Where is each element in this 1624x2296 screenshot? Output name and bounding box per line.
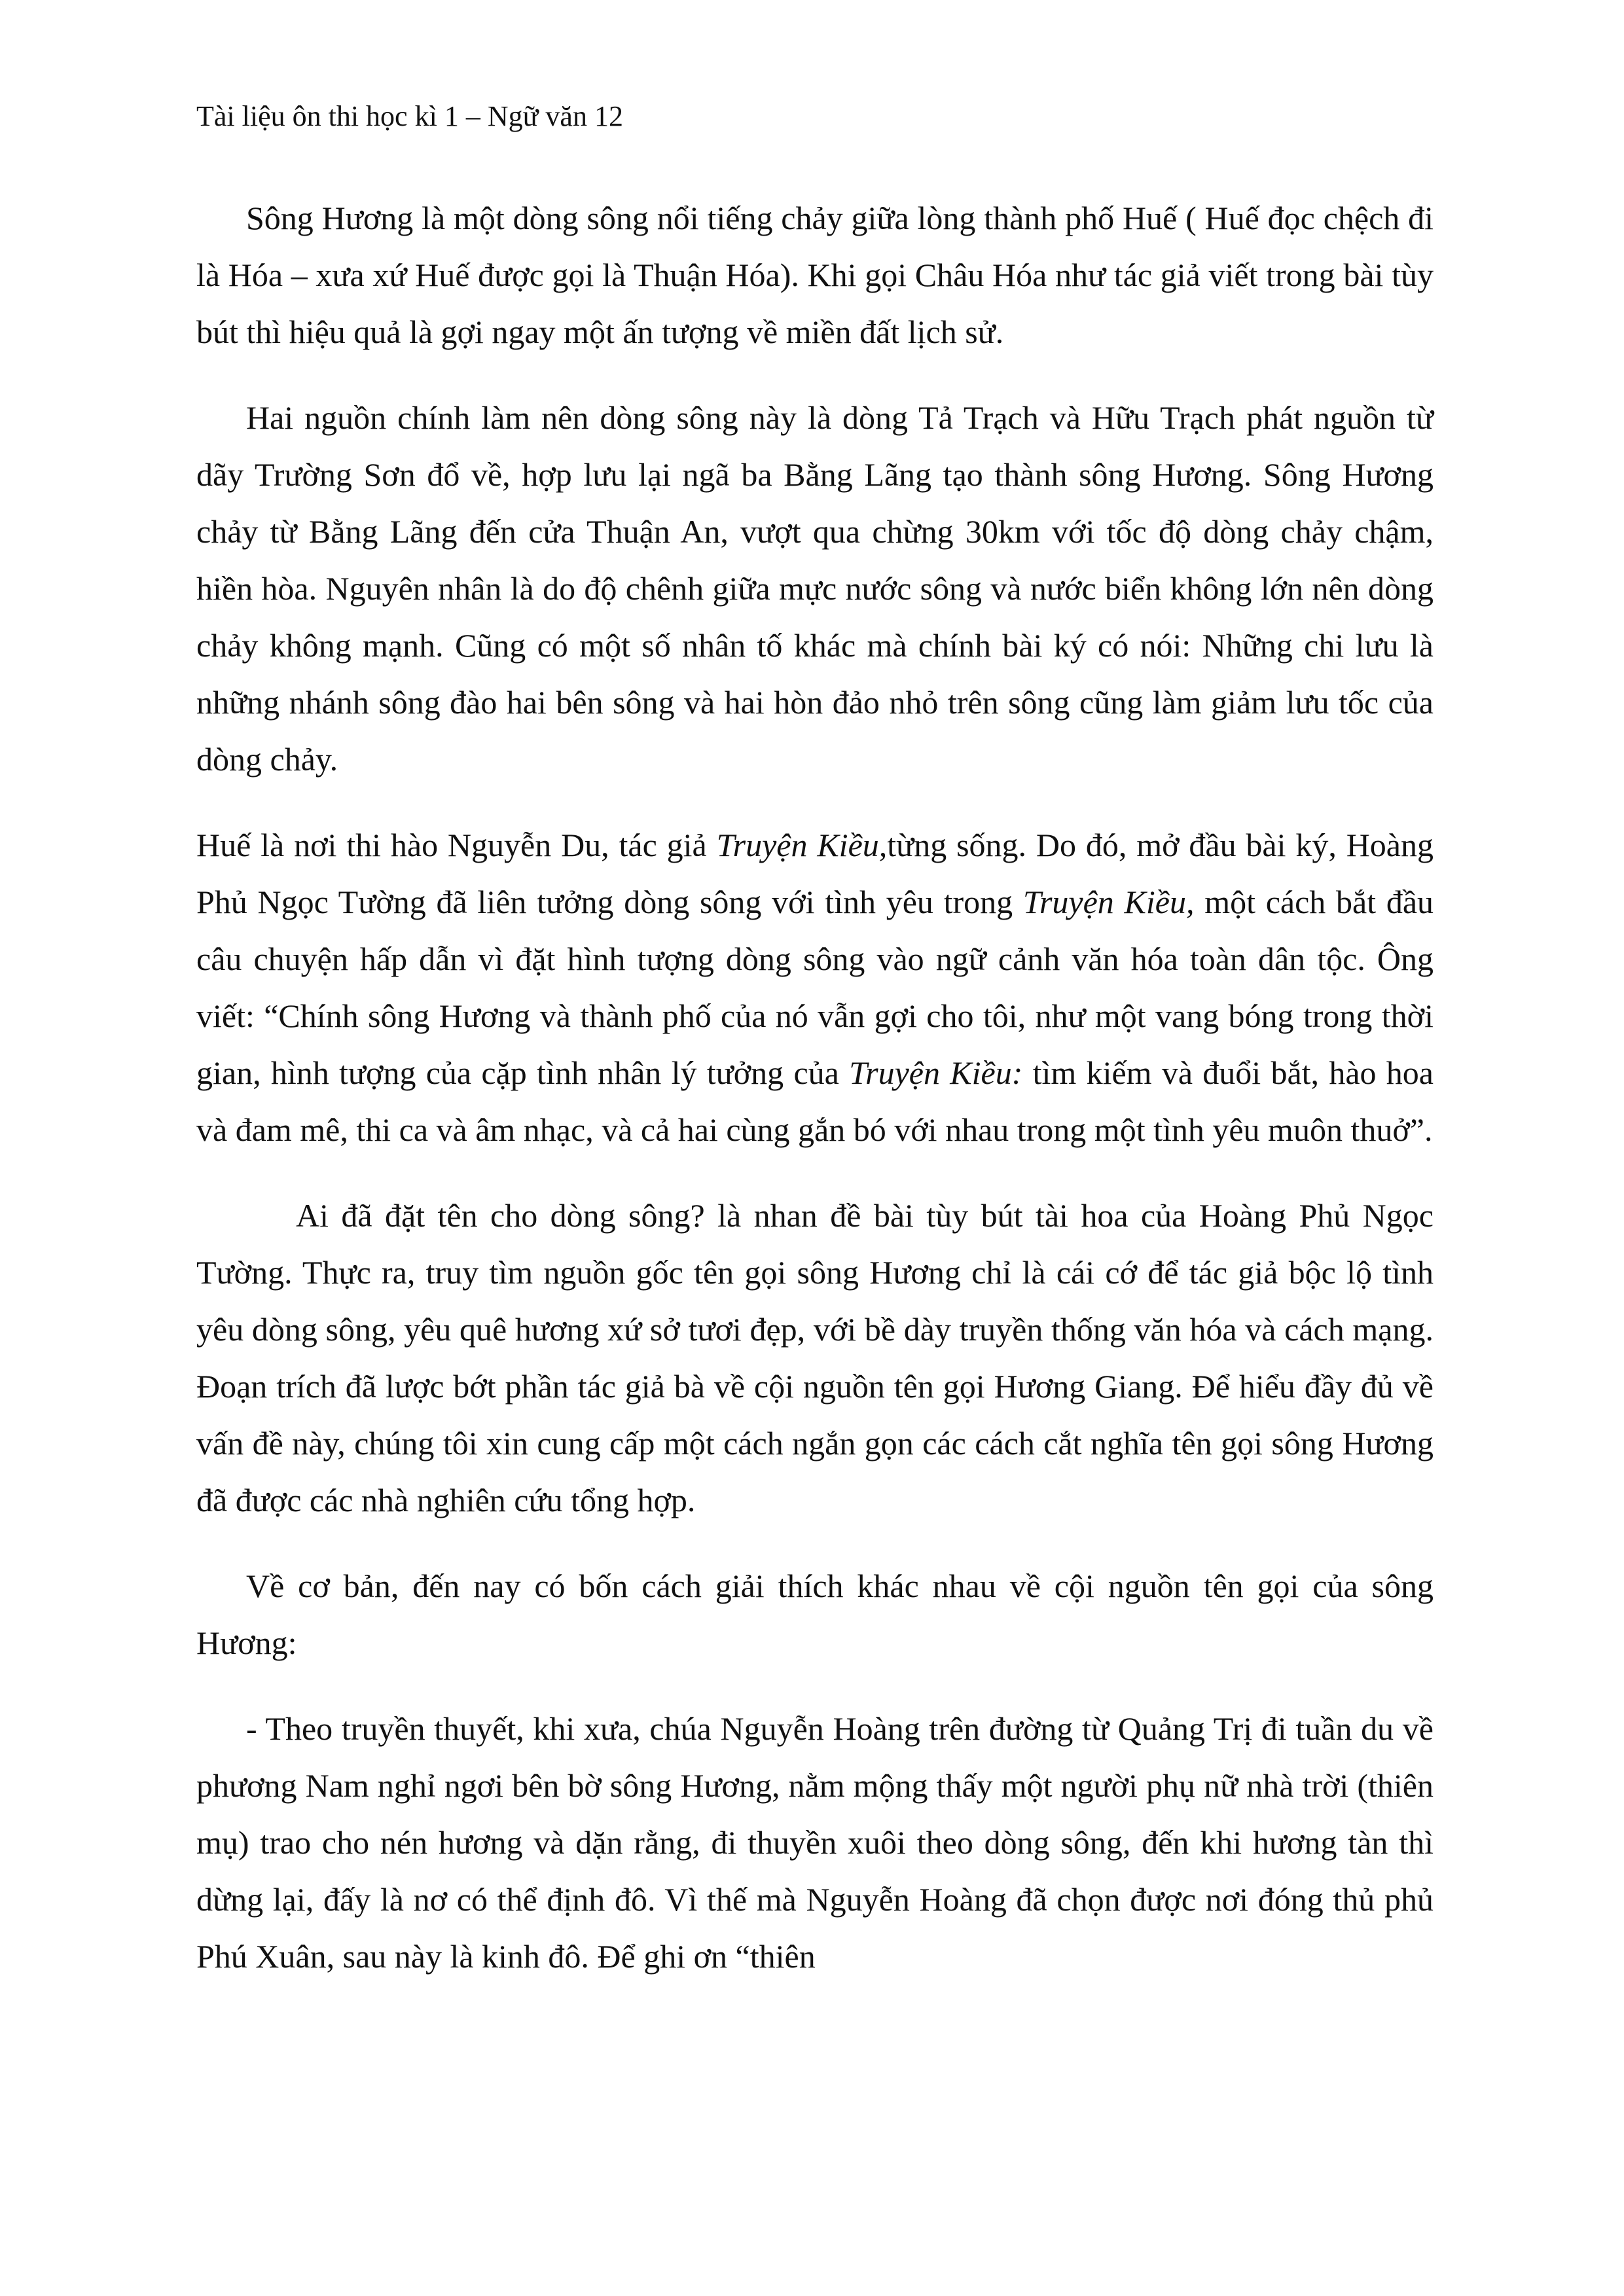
paragraph-3-text-c: từng sống. Do đó, mở đầu bài ký, Hoàng Phủ Ngọc Tường đã liên tưởng dòng sông với tình yêu trong (196, 827, 1434, 920)
paragraph-3-text-e: một cách bắt đầu câu chuyện hấp dẫn vì đặt hình tượng dòng sông vào ngữ cảnh văn hóa toàn dân tộc. Ông viết: “Chính sông Hương và thành phố của nó vẫn gợi cho tôi, như một vang bóng trong thời gian, hình tượng của cặp tình nhân lý tưởng của (196, 884, 1434, 1091)
paragraph-3 (196, 817, 1434, 1158)
book-title-truyen-kieu: Truyện Kiều: (849, 1054, 1023, 1091)
paragraph-5: Về cơ bản, đến nay có bốn cách giải thích khác nhau về cội nguồn tên gọi của sông Hương: (196, 1568, 1434, 1661)
page-header: Tài liệu ôn thi học kì 1 – Ngữ văn 12 (196, 100, 623, 132)
paragraph-3-text-g: tìm kiếm và đuổi bắt, hào hoa và đam mê, thi ca và âm nhạc, và cả hai cùng gắn bó với nhau trong một tình yêu muôn thuở”. (196, 1054, 1434, 1148)
document-body (196, 190, 1434, 2014)
paragraph-3-text-a: Huế là nơi thi hào Nguyễn Du, tác giả (196, 827, 717, 863)
paragraph-4: Ai đã đặt tên cho dòng sông? là nhan đề bài tùy bút tài hoa của Hoàng Phủ Ngọc Tường. Thực ra, truy tìm nguồn gốc tên gọi sông Hương chỉ là cái cớ để tác giả bộc lộ tình yêu dòng sông, yêu quê hương xứ sở tươi đẹp, với bề dày truyền thống văn hóa và cách mạng. Đoạn trích đã lược bớt phần tác giả bà về cội nguồn tên gọi Hương Giang. Để hiểu đầy đủ về vấn đề này, chúng tôi xin cung cấp một cách ngắn gọn các cách cắt nghĩa tên gọi sông Hương đã được các nhà nghiên cứu tổng hợp. (196, 1197, 1434, 1518)
paragraph-6: - Theo truyền thuyết, khi xưa, chúa Nguyễn Hoàng trên đường từ Quảng Trị đi tuần du về phương Nam nghỉ ngơi bên bờ sông Hương, nằm mộng thấy một người phụ nữ nhà trời (thiên mụ) trao cho nén hương và dặn rằng, đi thuyền xuôi theo dòng sông, đến khi hương tàn thì dừng lại, đấy là nơ có thể định đô. Vì thế mà Nguyễn Hoàng đã chọn được nơi đóng thủ phủ Phú Xuân, sau này là kinh đô. Để ghi ơn “thiên (196, 1710, 1434, 1975)
book-title-truyen-kieu: Truyện Kiều, (1022, 884, 1195, 920)
book-title-truyen-kieu: Truyện Kiều, (716, 827, 888, 863)
paragraph-2: Hai nguồn chính làm nên dòng sông này là dòng Tả Trạch và Hữu Trạch phát nguồn từ dãy Trường Sơn đổ về, hợp lưu lại ngã ba Bằng Lãng tạo thành sông Hương. Sông Hương chảy từ Bằng Lãng đến cửa Thuận An, vượt qua chừng 30km với tốc độ dòng chảy chậm, hiền hòa. Nguyên nhân là do độ chênh giữa mực nước sông và nước biển không lớn nên dòng chảy không mạnh. Cũng có một số nhân tố khác mà chính bài ký có nói: Những chi lưu là những nhánh sông đào hai bên sông và hai hòn đảo nhỏ trên sông cũng làm giảm lưu tốc của dòng chảy. (196, 399, 1434, 778)
paragraph-1: Sông Hương là một dòng sông nổi tiếng chảy giữa lòng thành phố Huế ( Huế đọc chệch đi là Hóa – xưa xứ Huế được gọi là Thuận Hóa). Khi gọi Châu Hóa như tác giả viết trong bài tùy bút thì hiệu quả là gợi ngay một ấn tượng về miền đất lịch sử. (196, 200, 1434, 350)
